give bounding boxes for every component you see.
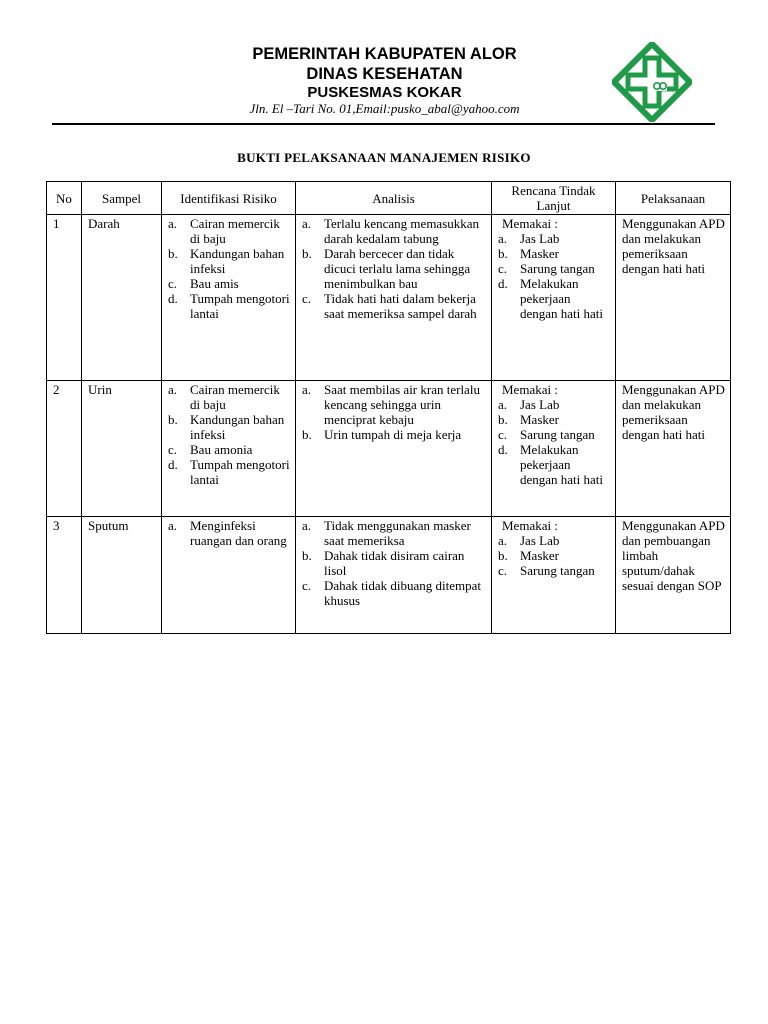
list-item	[302, 578, 486, 608]
cell-pelaksanaan: Menggunakan APD dan pembuangan limbah sputum/dahak sesuai dengan SOP	[616, 517, 731, 634]
list-text: Urin tumpah di meja kerja	[324, 427, 462, 442]
list-marker: a.	[168, 216, 178, 231]
list-text: Melakukan pekerjaan dengan hati hati	[520, 276, 604, 321]
list-marker: a.	[498, 397, 508, 412]
list-marker: a.	[302, 518, 312, 533]
list-marker: a.	[168, 382, 178, 397]
cell-sampel: Sputum	[82, 517, 162, 634]
rencana-list	[498, 397, 610, 487]
list-item	[498, 563, 610, 578]
cell-identifikasi	[162, 381, 296, 517]
list-item	[168, 457, 290, 487]
col-header-analisis: Analisis	[296, 182, 492, 215]
analisis-list	[302, 216, 486, 321]
list-item	[498, 261, 610, 276]
cell-sampel: Darah	[82, 215, 162, 381]
list-marker: c.	[498, 563, 508, 578]
list-marker: c.	[302, 291, 312, 306]
rencana-list	[498, 231, 610, 321]
col-header-identifikasi: Identifikasi Risiko	[162, 182, 296, 215]
list-text: Menginfeksi ruangan dan orang	[190, 518, 287, 548]
identifikasi-list	[168, 518, 290, 548]
identifikasi-list	[168, 382, 290, 487]
list-item	[302, 548, 486, 578]
list-text: Masker	[520, 412, 559, 427]
list-marker: a.	[498, 533, 508, 548]
list-text: Cairan memercik di baju	[190, 216, 280, 246]
list-marker: b.	[498, 548, 508, 563]
list-marker: b.	[168, 246, 178, 261]
col-header-no: No	[47, 182, 82, 215]
list-marker: c.	[168, 276, 178, 291]
list-item	[498, 231, 610, 246]
list-item	[302, 216, 486, 246]
list-text: Tumpah mengotori lantai	[190, 457, 290, 487]
col-header-rencana: Rencana Tindak Lanjut	[492, 182, 616, 215]
table-row	[47, 381, 731, 517]
list-item	[168, 246, 290, 276]
list-text: Masker	[520, 246, 559, 261]
list-item	[498, 276, 610, 321]
list-marker: b.	[302, 548, 312, 563]
cell-sampel: Urin	[82, 381, 162, 517]
letterhead	[0, 0, 768, 130]
list-item	[168, 276, 290, 291]
rencana-intro: Memakai :	[502, 216, 558, 231]
list-marker: b.	[498, 412, 508, 427]
list-text: Kandungan bahan infeksi	[190, 246, 285, 276]
list-item	[498, 246, 610, 261]
table-row	[47, 215, 731, 381]
list-text: Sarung tangan	[520, 261, 595, 276]
list-item	[498, 548, 610, 563]
cell-pelaksanaan: Menggunakan APD dan melakukan pemeriksaan dengan hati hati	[616, 381, 731, 517]
table-row	[47, 517, 731, 634]
list-marker: b.	[168, 412, 178, 427]
risk-management-table	[46, 181, 731, 634]
list-item	[168, 518, 290, 548]
list-text: Tidak hati hati dalam bekerja saat memeriksa sampel darah	[324, 291, 477, 321]
document-title: BUKTI PELAKSANAAN MANAJEMEN RISIKO	[237, 150, 531, 165]
list-text: Darah bercecer dan tidak dicuci terlalu lama sehingga menimbulkan bau	[324, 246, 471, 291]
col-header-pelaksanaan: Pelaksanaan	[616, 182, 731, 215]
cell-no: 2	[47, 381, 82, 517]
address-line: Jln. El –Tari No. 01,Email:pusko_abal@yahoo.com	[249, 101, 520, 116]
identifikasi-list	[168, 216, 290, 321]
cell-analisis	[296, 215, 492, 381]
list-marker: d.	[168, 291, 178, 306]
cell-identifikasi	[162, 215, 296, 381]
list-item	[302, 246, 486, 291]
list-text: Kandungan bahan infeksi	[190, 412, 285, 442]
list-marker: a.	[302, 216, 312, 231]
cell-analisis	[296, 517, 492, 634]
cell-no: 3	[47, 517, 82, 634]
list-item	[302, 382, 486, 427]
list-item	[168, 412, 290, 442]
list-marker: b.	[302, 427, 312, 442]
list-marker: c.	[302, 578, 312, 593]
list-item	[498, 533, 610, 548]
cell-rencana	[492, 215, 616, 381]
header-divider	[52, 123, 715, 125]
list-text: Dahak tidak dibuang ditempat khusus	[324, 578, 482, 608]
list-text: Jas Lab	[520, 533, 560, 548]
list-item	[498, 397, 610, 412]
rencana-intro: Memakai :	[502, 382, 558, 397]
list-marker: a.	[498, 231, 508, 246]
list-item	[498, 427, 610, 442]
list-item	[168, 442, 290, 457]
table-header-row	[47, 182, 731, 215]
cell-no: 1	[47, 215, 82, 381]
list-item	[168, 382, 290, 412]
list-marker: b.	[302, 246, 312, 261]
list-marker: c.	[168, 442, 178, 457]
list-text: Saat membilas air kran terlalu kencang sehingga urin menciprat kebaju	[324, 382, 480, 427]
list-text: Sarung tangan	[520, 427, 595, 442]
list-marker: a.	[168, 518, 178, 533]
list-text: Jas Lab	[520, 231, 560, 246]
list-marker: d.	[168, 457, 178, 472]
list-text: Masker	[520, 548, 559, 563]
list-text: Melakukan pekerjaan dengan hati hati	[520, 442, 604, 487]
list-item	[498, 412, 610, 427]
list-text: Cairan memercik di baju	[190, 382, 280, 412]
analisis-list	[302, 518, 486, 608]
list-marker: d.	[498, 276, 508, 291]
col-header-sampel: Sampel	[82, 182, 162, 215]
department-name: DINAS KESEHATAN	[306, 65, 463, 83]
list-text: Terlalu kencang memasukkan darah kedalam tabung	[324, 216, 480, 246]
puskesmas-name: PUSKESMAS KOKAR	[307, 84, 462, 101]
list-marker: c.	[498, 261, 508, 276]
cell-identifikasi	[162, 517, 296, 634]
cell-analisis	[296, 381, 492, 517]
list-item	[302, 427, 486, 442]
rencana-intro: Memakai :	[502, 518, 558, 533]
cell-rencana	[492, 517, 616, 634]
list-marker: d.	[498, 442, 508, 457]
list-marker: b.	[498, 246, 508, 261]
list-item	[302, 291, 486, 321]
list-item	[498, 442, 610, 487]
government-name: PEMERINTAH KABUPATEN ALOR	[252, 45, 517, 63]
list-text: Jas Lab	[520, 397, 560, 412]
cell-pelaksanaan: Menggunakan APD dan melakukan pemeriksaan dengan hati hati	[616, 215, 731, 381]
list-text: Sarung tangan	[520, 563, 595, 578]
list-item	[168, 216, 290, 246]
list-marker: c.	[498, 427, 508, 442]
analisis-list	[302, 382, 486, 442]
puskesmas-logo-icon	[612, 42, 692, 122]
list-text: Bau amonia	[190, 442, 253, 457]
cell-rencana	[492, 381, 616, 517]
list-item	[168, 291, 290, 321]
list-text: Dahak tidak disiram cairan lisol	[324, 548, 465, 578]
list-text: Tidak menggunakan masker saat memeriksa	[324, 518, 471, 548]
list-marker: a.	[302, 382, 312, 397]
rencana-list	[498, 533, 610, 578]
list-text: Bau amis	[190, 276, 239, 291]
list-item	[302, 518, 486, 548]
list-text: Tumpah mengotori lantai	[190, 291, 290, 321]
